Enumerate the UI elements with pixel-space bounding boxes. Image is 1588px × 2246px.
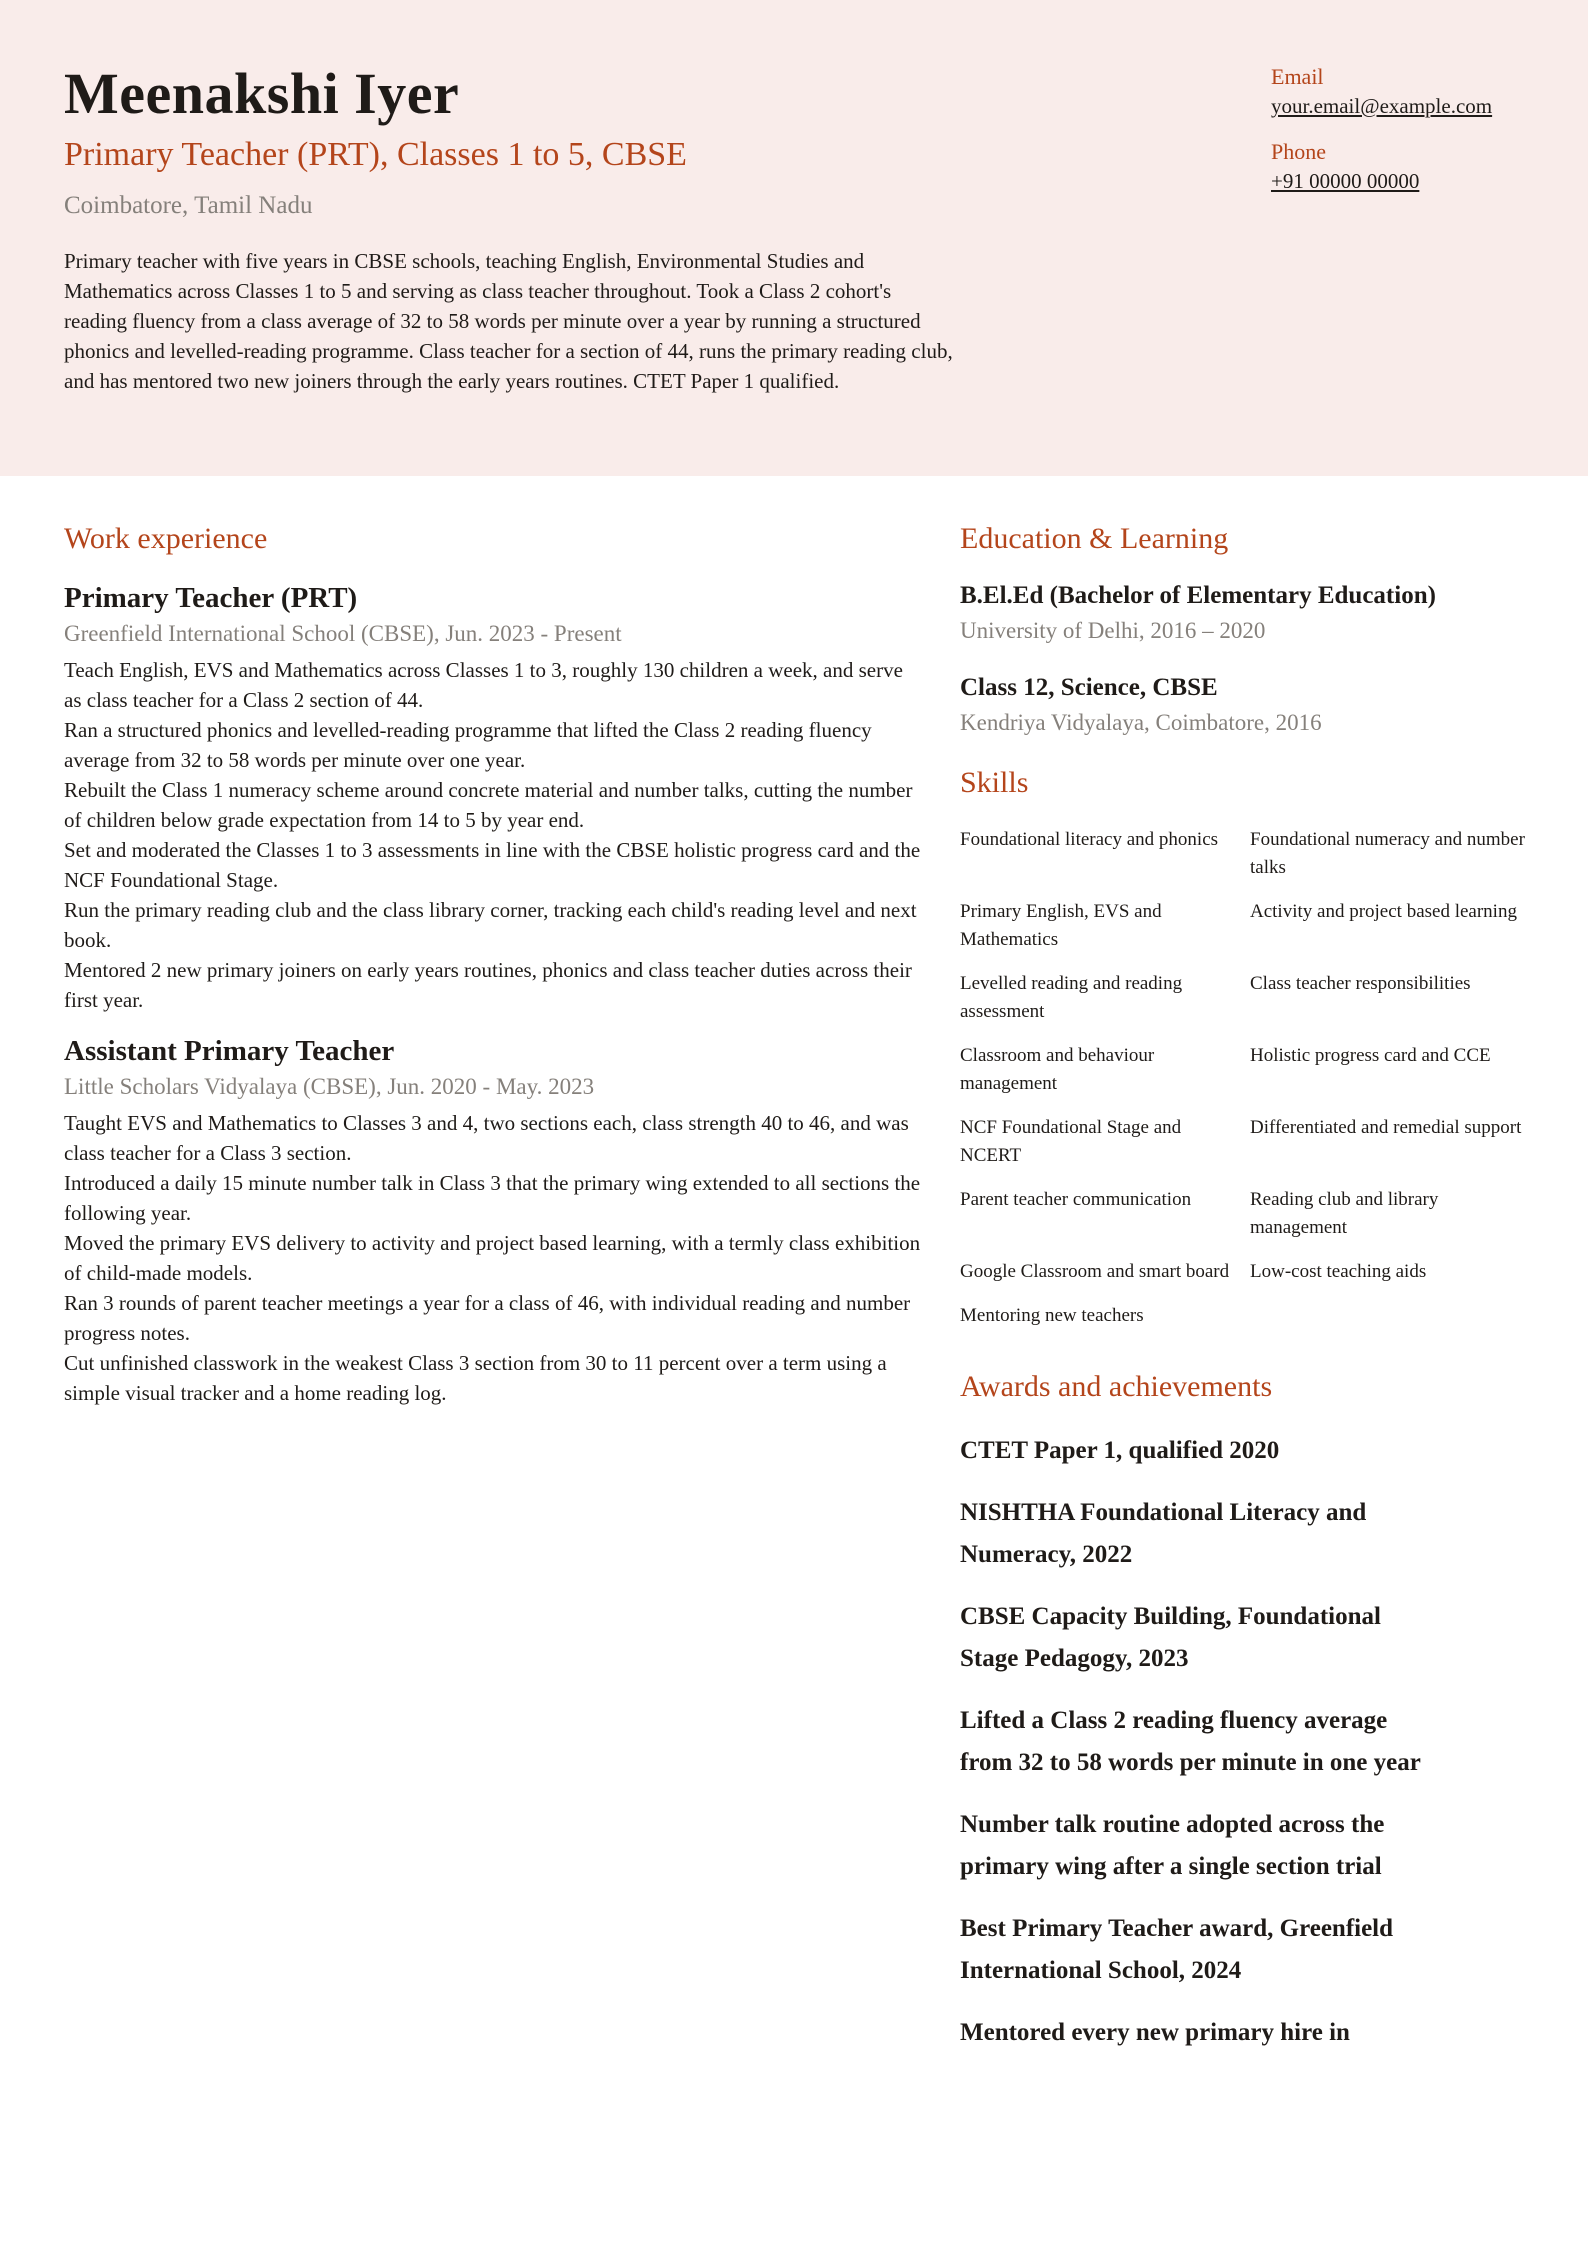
award-item: Best Primary Teacher award, Greenfield International School, 2024 [960, 1915, 1394, 1984]
job-bullet-list [64, 1108, 924, 1408]
award-item: Number talk routine adopted across the primary wing after a single section trial [960, 1811, 1385, 1880]
skill-item: Foundational literacy and phonics [960, 829, 1219, 850]
award-item: NISHTHA Foundational Literacy and Numeracy, 2022 [960, 1499, 1367, 1568]
email-label: Email [1271, 64, 1324, 89]
job-bullet: Run the primary reading club and the class library corner, tracking each child's reading level and next book. [64, 898, 917, 952]
job-bullet: Moved the primary EVS delivery to activity and project based learning, with a termly class exhibition of child-made models. [64, 1231, 921, 1285]
awards-section-title: Awards and achievements [960, 1370, 1273, 1403]
skill-item: Foundational numeracy and number talks [1250, 829, 1525, 878]
job-bullet: Introduced a daily 15 minute number talk in Class 3 that the primary wing extended to all sections the following year. [64, 1171, 921, 1225]
skill-item: Levelled reading and reading assessment [960, 973, 1183, 1022]
skill-item: Classroom and behaviour management [960, 1045, 1155, 1094]
job-title: Primary Teacher (PRT) [64, 582, 358, 614]
contact-block [1271, 64, 1571, 194]
degree-title: B.El.Ed (Bachelor of Elementary Education) [960, 582, 1436, 609]
skills-section-title: Skills [960, 766, 1029, 799]
job-organization: Greenfield International School (CBSE), Jun. 2023 - Present [64, 621, 622, 646]
skill-item: Class teacher responsibilities [1250, 973, 1471, 994]
job-bullet: Taught EVS and Mathematics to Classes 3 and 4, two sections each, class strength 40 to 46, and was class teacher for a Class 3 section. [64, 1111, 909, 1165]
skill-item: Low-cost teaching aids [1250, 1261, 1427, 1282]
skill-item: Activity and project based learning [1250, 901, 1517, 922]
job-bullet: Cut unfinished classwork in the weakest Class 3 section from 30 to 11 percent over a term using a simple visual tracker and a home reading log. [64, 1351, 887, 1405]
award-item: Lifted a Class 2 reading fluency average from 32 to 58 words per minute in one year [960, 1707, 1421, 1776]
email-group [1271, 64, 1571, 119]
job-bullet: Ran 3 rounds of parent teacher meetings a year for a class of 46, with individual reading and number progress notes. [64, 1291, 911, 1345]
profile-summary: Primary teacher with five years in CBSE schools, teaching English, Environmental Studies and Mathematics across Classes 1 to 5 and serving as class teacher throughout. Took a Class 2 cohort's reading fluency from a class average of 32 to 58 words per minute over a year by running a structured phonics and levelled-reading programme. Class teacher for a section of 44, runs the primary reading club, and has mentored two new joiners through the early years routines. CTET Paper 1 qualified. [64, 249, 953, 393]
job-role: Primary Teacher (PRT), Classes 1 to 5, CBSE [64, 136, 687, 173]
email-link[interactable]: your.email@example.com [1271, 94, 1493, 118]
phone-link[interactable]: +91 00000 00000 [1271, 169, 1420, 193]
job-entry [64, 582, 924, 1015]
education-entry [960, 582, 1560, 644]
education-entry [960, 674, 1560, 736]
skill-item: Mentoring new teachers [960, 1305, 1144, 1326]
skill-item: Parent teacher communication [960, 1189, 1192, 1210]
work-column [64, 522, 924, 1428]
job-bullet: Ran a structured phonics and levelled-reading programme that lifted the Class 2 reading fluency average from 32 to 58 words per minute over one year. [64, 718, 872, 772]
location: Coimbatore, Tamil Nadu [64, 192, 313, 219]
job-organization: Little Scholars Vidyalaya (CBSE), Jun. 2020 - May. 2023 [64, 1074, 595, 1099]
skill-item: Differentiated and remedial support [1250, 1117, 1522, 1138]
skill-item: Primary English, EVS and Mathematics [960, 901, 1162, 950]
degree-institution: University of Delhi, 2016 – 2020 [960, 618, 1266, 643]
award-item: CTET Paper 1, qualified 2020 [960, 1437, 1280, 1464]
header-band [0, 0, 1588, 476]
job-bullet: Teach English, EVS and Mathematics across Classes 1 to 3, roughly 130 children a week, and serve as class teacher for a Class 2 section of 44. [64, 658, 903, 712]
job-entry [64, 1035, 924, 1408]
degree-title: Class 12, Science, CBSE [960, 674, 1218, 701]
job-bullet: Mentored 2 new primary joiners on early years routines, phonics and class teacher duties across their first year. [64, 958, 912, 1012]
sidebar-column [960, 522, 1560, 2074]
candidate-name: Meenakshi Iyer [64, 61, 460, 126]
award-item: Mentored every new primary hire in [960, 2019, 1350, 2046]
job-bullet-list [64, 655, 924, 1015]
education-section-title: Education & Learning [960, 522, 1229, 555]
skill-item: Holistic progress card and CCE [1250, 1045, 1491, 1066]
job-bullet: Set and moderated the Classes 1 to 3 assessments in line with the CBSE holistic progress card and the NCF Foundational Stage. [64, 838, 921, 892]
work-section-title: Work experience [64, 522, 268, 555]
job-bullet: Rebuilt the Class 1 numeracy scheme around concrete material and number talks, cutting the number of children below grade expectation from 14 to 5 by year end. [64, 778, 913, 832]
skills-grid [960, 826, 1560, 1330]
phone-group [1271, 139, 1571, 194]
job-title: Assistant Primary Teacher [64, 1035, 395, 1067]
award-item: CBSE Capacity Building, Foundational Stage Pedagogy, 2023 [960, 1603, 1381, 1672]
degree-institution: Kendriya Vidyalaya, Coimbatore, 2016 [960, 710, 1322, 735]
skill-item: Reading club and library management [1250, 1189, 1439, 1238]
skill-item: NCF Foundational Stage and NCERT [960, 1117, 1182, 1166]
phone-label: Phone [1271, 139, 1326, 164]
skill-item: Google Classroom and smart board [960, 1261, 1230, 1282]
